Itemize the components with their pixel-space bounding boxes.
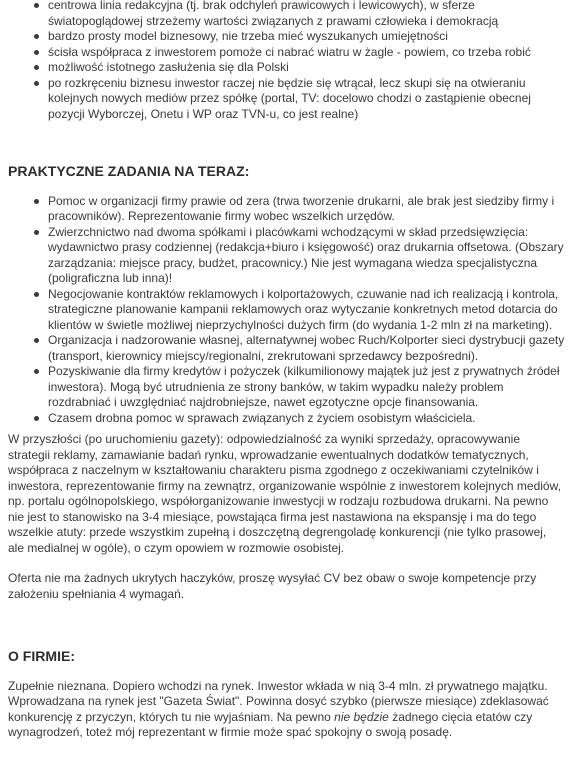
bullet-icon [34,65,39,70]
bullet-icon [34,338,39,343]
company-heading: O FIRMIE: [8,648,76,664]
task-item-text: Negocjowanie kontraktów reklamowych i kolportażowych, czuwanie nad ich realizacją i kontrola, strategiczne planowanie kampanii reklamowych oraz wytyczanie konkretnych metod dotarcia do klientów w świetle możliwej nieprzychylności dużych firm (do wydania 1-2 mln zł na marketing). [48,286,559,332]
company-text-end: żadnego cięcia etatów czy wynagrodzeń, toteż mój reprezentant w firmie może spać spokojny o swoją posadę. [8,709,533,739]
task-item-text: Organizacja i nadzorowanie własnej, alternatywnej wobec Ruch/Kolporter sieci dystrybucji gazety (transport, kierownicy miejscy/regionalni, zrekrutowani sprzedawcy bezpośredni). [48,333,565,363]
task-item [48,225,565,287]
benefit-item [48,0,565,29]
tasks-heading: PRAKTYCZNE ZADANIA NA TERAZ: [8,163,250,179]
task-item [48,194,565,225]
task-item [48,333,565,364]
bullet-icon [34,369,39,374]
bullet-icon [34,3,39,8]
company-paragraph [8,679,565,741]
bullet-icon [34,34,39,39]
task-item-text: Zwierzchnictwo nad dwoma spółkami i placówkami wchodzącymi w skład przedsięwzięcia: wydawnictwo prasy codziennej (redakcja+biuro i księgowość) oraz drukarnia offsetowa. (Obszary zarządzania: miejsce pracy, budżet, pracownicy.) Nie jest wymagana wiedza specjalistyczna (poligraficzna lub inna)! [48,224,564,285]
bullet-icon [34,81,39,86]
benefit-item-text: po rozkręceniu biznesu inwestor raczej nie będzie się wtrącał, lecz skupi się na otwieraniu kolejnych nowych mediów przez spółkę (portal, TV: docelowo chodzi o zastąpienie obecnej pozycji Wyborczej, Onetu i WP oraz TVN-u, co jest realne) [48,75,531,121]
bullet-icon [34,199,39,204]
offer-paragraph: Oferta nie ma żadnych ukrytych haczyków, proszę wysyłać CV bez obaw o swoje kompetencje przy założeniu spełniania 4 wymagań. [8,571,537,601]
company-text-start: Zupełnie nieznana. Dopiero wchodzi na rynek. Inwestor wkłada w nią 3-4 mln. zł prywatnego majątku. Wprowadzana na rynek jest "Gazeta Świat". Powinna dosyć szybko (pierwsze miesiące) zdeklasować konkurencję z przyczyn, których tu nie wyjaśniam. Na pewno [8,678,549,724]
task-item [48,411,565,427]
benefit-item-text: możliwość istotnego zasłużenia się dla Polski [48,60,289,74]
benefit-item [48,45,565,61]
task-item-text: Pozyskiwanie dla firmy kredytów i pożyczek (kilkumilionowy majątek już jest z prywatnych źródeł inwestora). Mogą być utrudnienia ze strony banków, w takim wypadku należy problem rozdrabniać i uwzględniać najdrobniejsze, nawet egzotyczne opcje finansowania. [48,364,560,409]
bullet-icon [34,50,39,55]
benefit-item-text: centrowa linia redakcyjna (tj. brak odchyleń prawicowych i lewicowych), w sferze światopoglądowej strzeżemy wartości związanych z prawami człowieka i demokracją [48,0,499,28]
benefit-item [48,76,565,123]
benefit-item-text: bardzo prosty model biznesowy, nie trzeba mieć wyszukanych umiejętności [48,29,448,43]
bullet-icon [34,292,39,297]
bullet-icon [34,230,39,235]
benefit-item [48,60,565,76]
task-item-text: Czasem drobna pomoc w sprawach związanych z życiem osobistym właściciela. [48,410,476,425]
future-paragraph: W przyszłości (po uruchomieniu gazety): odpowiedzialność za wyniki sprzedaży, opracowywanie strategii reklamy, zamawianie badań rynku, wprowadzanie ewentualnych dodatków tematycznych, współpraca z naczelnym w kształtowaniu charakteru pisma zgodnego z oczekiwaniami czytelników i inwestora, reprezentowanie firmy na zewnątrz, organizowanie wspólnie z inwestorem kolejnych mediów, np. portalu ogólnopolskiego, współorganizowanie inwestycji w rodzaju rozbudowa drukarni. Na pewno nie jest to stanowisko na 3-4 miesiące, powstająca firma jest nastawiona na ekspansję i ma do tego wszelkie atuty: przede wszystkim zupełną i doszczętną degrengoladę konkurencji (nie tylko prasowej, ale medialnej w ogóle), o czym opowiem w rozmowie osobistej. [8,432,561,555]
benefit-item [48,29,565,45]
benefit-item-text: ścisła współpraca z inwestorem pomoże ci nabrać wiatru w żagle - powiem, co trzeba robić [48,44,531,59]
benefits-list [8,0,565,122]
bullet-icon [34,416,39,421]
company-text-emphasis: nie będzie [334,709,389,724]
tasks-list [8,194,565,427]
task-item [48,287,565,334]
task-item-text: Pomoc w organizacji firmy prawie od zera (trwa tworzenie drukarni, ale brak jest siedziby firmy i pracowników). Reprezentowanie firmy wobec wszelkich urzędów. [48,193,555,223]
task-item [48,364,565,411]
